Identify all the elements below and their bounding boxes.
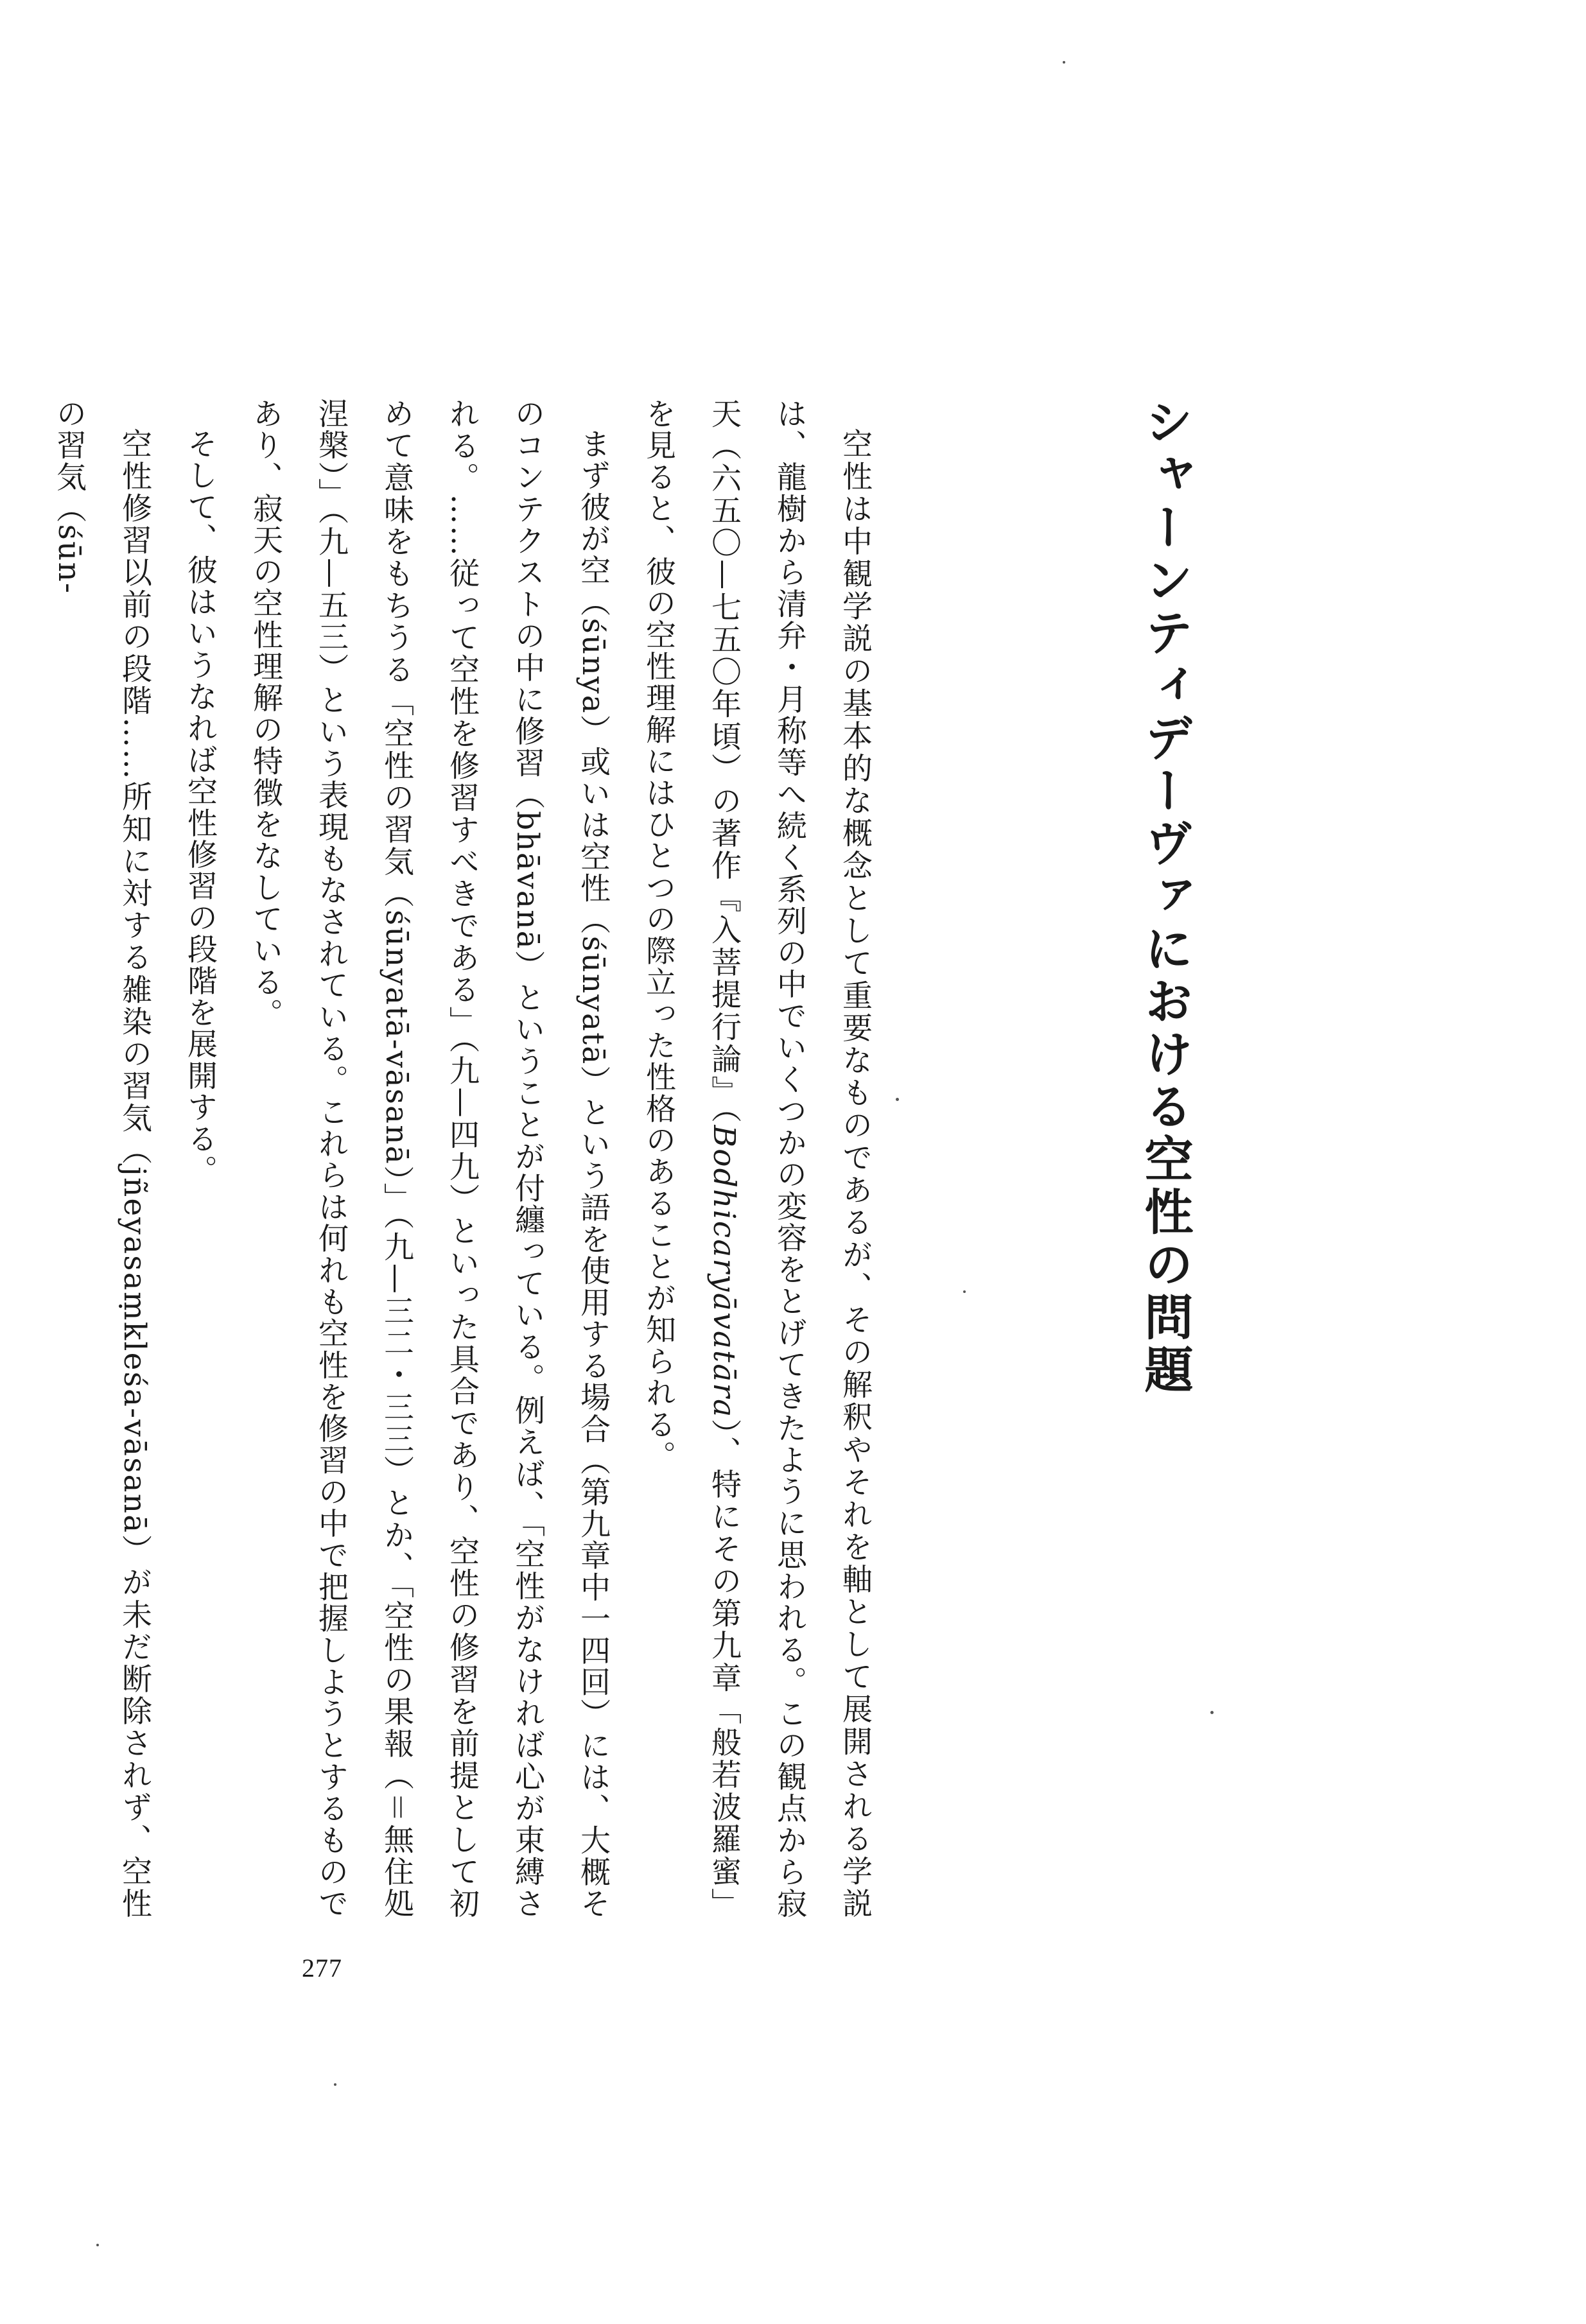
scan-speck: [96, 2244, 99, 2246]
article-title: シャーンティデーヴァにおける空性の問題: [1137, 397, 1194, 1397]
page-number: 277: [302, 1954, 342, 1982]
scan-speck: [1210, 1711, 1214, 1714]
paragraph: [232, 398, 625, 1920]
text-segment: 空性は中観学説の基本的な概念として重要なものであるが、その解釈やそれを軸として展開される学説は、龍樹から清弁・月称等へ続く系列の中でいくつかの変容をとげてきたように思われる。この観点から寂天（六五〇—七五〇年頃）の著作『入菩提行論』（: [706, 398, 873, 1920]
text-segment: 空性修習以前の段階……所知に対する雑染の習気（jñeyasaṃkleśa-vāsanā）が未だ断除されず、空性の習気（śūn-: [51, 398, 152, 1920]
body-text: [36, 398, 887, 1920]
text-segment: そして、彼はいうなれば空性修習の段階を展開する。: [182, 428, 218, 1186]
scan-speck: [963, 1290, 966, 1293]
paragraph: [625, 398, 887, 1920]
text-segment: ）、特にその第九章「般若波羅蜜」を見ると、彼の空性理解にはひとつの際立った性格のあることが知られる。: [641, 398, 742, 1920]
scan-speck: [896, 1098, 899, 1101]
text-segment: まず彼が空（śūnya）或いは空性（śūnyatā）という語を使用する場合（第九章中一四回）には、大概そのコンテクストの中に修習（bhāvanā）ということが付纏っている。例えば、「空性がなければ心が束縛される。……従って空性を修習すべきである」（九—四九）といった具合であり、空性の修習を前提として初めて意味をもちうる「空性の習気（śūnyatā-vāsanā）」（九—三二・三三）とか、「空性の果報（＝無住処涅槃）」（九—五三）という表現もなされている。これらは何れも空性を修習の中で把握しようとするものであり、寂天の空性理解の特徴をなしている。: [248, 398, 611, 1920]
paragraph: [36, 398, 167, 1920]
scan-speck: [1063, 61, 1065, 64]
scan-speck: [334, 2083, 336, 2086]
paragraph: [167, 398, 232, 1920]
italic-text-segment: Bodhicaryāvatāra: [706, 1125, 742, 1419]
